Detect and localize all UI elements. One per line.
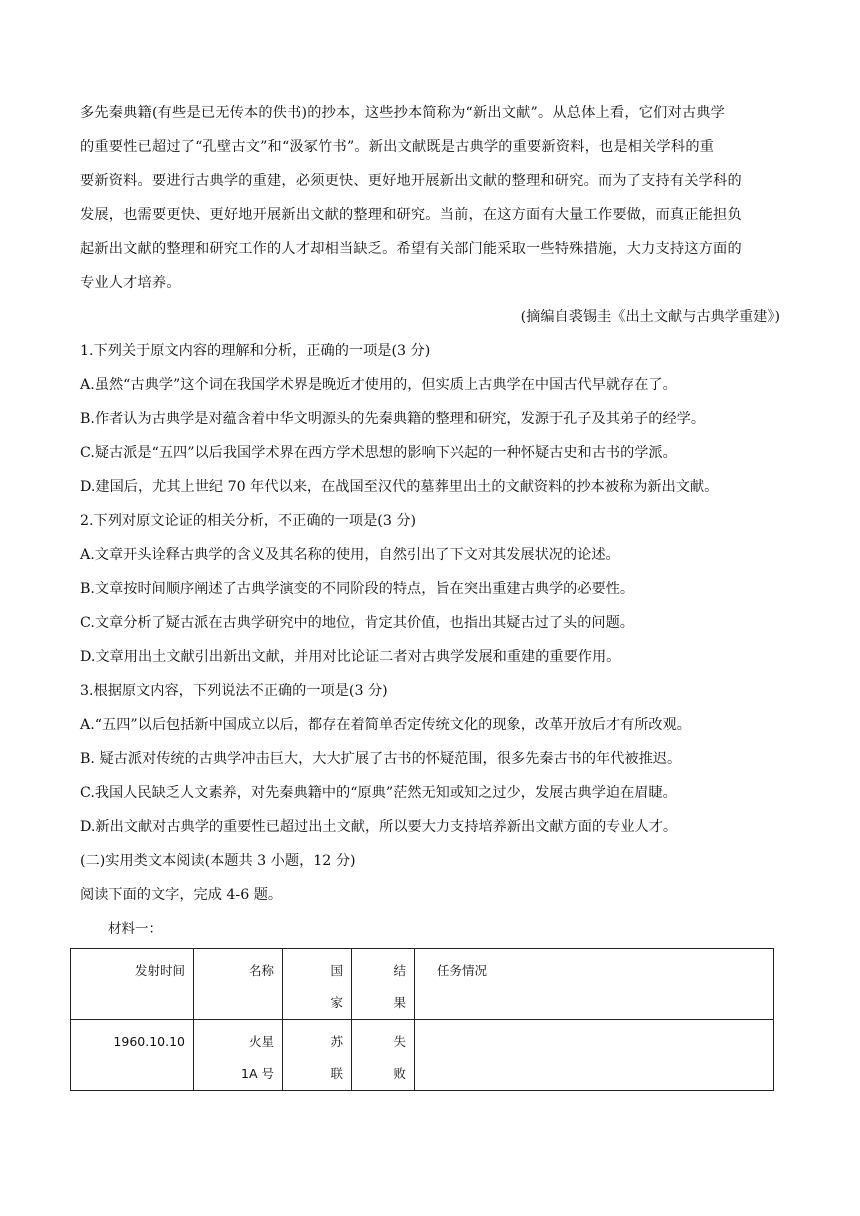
passage-line: 要新资料。要进行古典学的重建，必须更快、更好地开展新出文献的整理和研究。而为了支持有关学科的 xyxy=(80,173,742,189)
launch-table xyxy=(70,948,774,1091)
cell-launch-time xyxy=(71,1020,194,1091)
section-instruction: 阅读下面的文字，完成 4-6 题。 xyxy=(80,887,283,903)
material-label: 材料一： xyxy=(108,921,162,937)
question-1 xyxy=(80,334,780,504)
passage-line: 专业人才培养。 xyxy=(80,275,181,291)
cell-text: 苏 xyxy=(330,1034,343,1049)
document-page xyxy=(80,96,780,946)
table-row xyxy=(71,1020,774,1091)
section-heading: (二)实用类文本阅读(本题共 3 小题，12 分) xyxy=(80,853,356,869)
question-stem: 2.下列对原文论证的相关分析，不正确的一项是(3 分) xyxy=(80,513,417,529)
cell-text: 名称 xyxy=(248,963,274,978)
passage-line: 多先秦典籍(有些是已无传本的佚书)的抄本，这些抄本简称为“新出文献”。从总体上看，它们对古典学 xyxy=(80,105,726,121)
header-mission xyxy=(415,949,774,1020)
passage-source: (摘编自裘锡圭《出土文献与古典学重建》) xyxy=(520,309,780,325)
option-b: B.作者认为古典学是对蕴含着中华文明源头的先秦典籍的整理和研究，发源于孔子及其弟子的经学。 xyxy=(80,411,706,427)
header-result xyxy=(352,949,415,1020)
cell-text: 联 xyxy=(330,1066,343,1081)
option-d: D.文章用出土文献引出新出文献，并用对比论证二者对古典学发展和重建的重要作用。 xyxy=(80,649,621,665)
cell-country xyxy=(283,1020,352,1091)
header-name xyxy=(194,949,283,1020)
cell-mission xyxy=(415,1020,774,1091)
cell-text: 火星 xyxy=(248,1034,274,1049)
option-a: A.“五四”以后包括新中国成立以后，都存在着简单否定传统文化的现象，改革开放后才有所改观。 xyxy=(80,717,691,733)
passage-line: 起新出文献的整理和研究工作的人才却相当缺乏。希望有关部门能采取一些特殊措施，大力支持这方面的 xyxy=(80,241,742,257)
passage-paragraph xyxy=(80,96,780,300)
question-3 xyxy=(80,674,780,844)
option-a: A.虽然“古典学”这个词在我国学术界是晚近才使用的，但实质上古典学在中国古代早就存在了。 xyxy=(80,377,677,393)
question-stem: 1.下列关于原文内容的理解和分析，正确的一项是(3 分) xyxy=(80,343,431,359)
header-launch-time xyxy=(71,949,194,1020)
cell-text: 家 xyxy=(330,995,343,1010)
option-c: C.我国人民缺乏人文素养，对先秦典籍中的“原典”茫然无知或知之过少，发展古典学迫在眉睫。 xyxy=(80,785,677,801)
passage-line: 的重要性已超过了“孔壁古文”和“汲冢竹书”。新出文献既是古典学的重要新资料，也是相关学科的重 xyxy=(80,139,715,155)
question-stem: 3.根据原文内容，下列说法不正确的一项是(3 分) xyxy=(80,683,388,699)
option-c: C.文章分析了疑古派在古典学研究中的地位，肯定其价值，也指出其疑古过了头的问题。 xyxy=(80,615,634,631)
cell-text: 果 xyxy=(393,995,406,1010)
option-b: B.文章按时间顺序阐述了古典学演变的不同阶段的特点，旨在突出重建古典学的必要性。 xyxy=(80,581,635,597)
option-a: A.文章开头诠释古典学的含义及其名称的使用，自然引出了下文对其发展状况的论述。 xyxy=(80,547,620,563)
cell-text: 败 xyxy=(393,1066,406,1081)
cell-name xyxy=(194,1020,283,1091)
cell-text: 结 xyxy=(393,963,406,978)
cell-result xyxy=(352,1020,415,1091)
cell-text: 1960.10.10 xyxy=(113,1034,185,1049)
option-d: D.新出文献对古典学的重要性已超过出土文献，所以要大力支持培养新出文献方面的专业人才。 xyxy=(80,819,678,835)
question-2 xyxy=(80,504,780,674)
option-b: B. 疑古派对传统的古典学冲击巨大，大大扩展了古书的怀疑范围，很多先秦古书的年代被推迟。 xyxy=(80,751,682,767)
cell-text: 发射时间 xyxy=(134,963,185,978)
cell-text: 任务情况 xyxy=(437,963,488,978)
cell-text: 失 xyxy=(393,1034,406,1049)
option-d: D.建国后，尤其上世纪 70 年代以来，在战国至汉代的墓葬里出土的文献资料的抄本被称为新出文献。 xyxy=(80,479,719,495)
option-c: C.疑古派是“五四”以后我国学术界在西方学术思想的影响下兴起的一种怀疑古史和古书的学派。 xyxy=(80,445,677,461)
cell-text: 国 xyxy=(330,963,343,978)
header-country xyxy=(283,949,352,1020)
cell-text: 1A 号 xyxy=(241,1066,274,1081)
passage-line: 发展，也需要更快、更好地开展新出文献的整理和研究。当前，在这方面有大量工作要做，而真正能担负 xyxy=(80,207,742,223)
table-header-row xyxy=(71,949,774,1020)
